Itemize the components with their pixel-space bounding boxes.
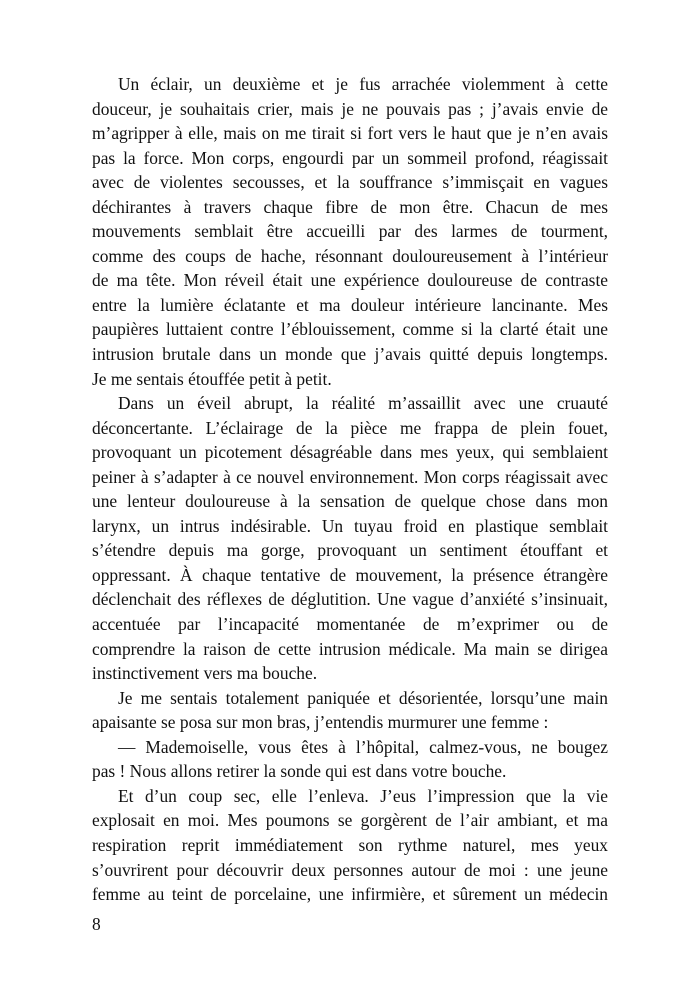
text-line: apaisante se posa sur mon bras, j’entendis murmurer une femme :: [92, 712, 549, 733]
text-line: s’étendre depuis ma gorge, provoquant un sentiment étouffant et: [92, 540, 608, 561]
text-line: respiration reprit immédiatement son rythme naturel, mes yeux: [92, 834, 608, 855]
text-line: provoquant un picotement désagréable dans mes yeux, qui semblaient: [92, 442, 608, 463]
text-line: Je me sentais totalement paniquée et désorientée, lorsqu’une main: [118, 687, 608, 708]
text-line: Un éclair, un deuxième et je fus arrachée violemment à cette: [118, 74, 608, 94]
paragraph: [92, 735, 608, 784]
text-line: entre la lumière éclatante et ma douleur intérieure lancinante. Mes: [92, 294, 608, 315]
text-line: instinctivement vers ma bouche.: [92, 663, 318, 684]
text-line: Et d’un coup sec, elle l’enleva. J’eus l’impression que la vie: [118, 785, 608, 806]
text-line: déclenchait des réflexes de déglutition. Une vague d’anxiété s’insinuait,: [92, 589, 608, 610]
text-line: paupières luttaient contre l’éblouissement, comme si la clarté était une: [92, 319, 608, 340]
text-line: peiner à s’adapter à ce nouvel environnement. Mon corps réagissait avec: [92, 466, 608, 487]
paragraph: [92, 391, 608, 686]
text-line: s’ouvrirent pour découvrir deux personnes autour de moi : une jeune: [92, 859, 608, 880]
text-line: — Mademoiselle, vous êtes à l’hôpital, calmez-vous, ne bougez: [118, 736, 608, 757]
paragraph: [92, 72, 608, 391]
text-line: oppressant. À chaque tentative de mouvement, la présence étrangère: [92, 564, 608, 585]
text-line: comme des coups de hache, résonnant douloureusement à l’intérieur: [92, 245, 608, 266]
text-line: avec de violentes secousses, et la souffrance s’immisçait en vagues: [92, 172, 608, 193]
text-line: mouvements semblait être accueilli par des larmes de tourment,: [92, 221, 608, 242]
paragraph: [92, 784, 608, 907]
text-line: accentuée par l’incapacité momentanée de m’exprimer ou de: [92, 614, 608, 635]
text-line: explosait en moi. Mes poumons se gorgèrent de l’air ambiant, et ma: [92, 810, 608, 831]
text-line: Je me sentais étouffée petit à petit.: [92, 368, 332, 389]
text-line: m’agripper à elle, mais on me tirait si fort vers le haut que je n’en avais: [92, 123, 608, 144]
text-line: pas ! Nous allons retirer la sonde qui est dans votre bouche.: [92, 761, 507, 782]
text-line: déchirantes à travers chaque fibre de mon être. Chacun de mes: [92, 196, 608, 217]
text-line: déconcertante. L’éclairage de la pièce me frappa de plein fouet,: [92, 417, 608, 438]
text-line: Dans un éveil abrupt, la réalité m’assaillit avec une cruauté: [118, 393, 608, 414]
text-line: de ma tête. Mon réveil était une expérience douloureuse de contraste: [92, 270, 608, 291]
body-text: [92, 72, 608, 907]
text-line: femme au teint de porcelaine, une infirmière, et sûrement un médecin: [92, 884, 608, 905]
text-line: douceur, je souhaitais crier, mais je ne pouvais pas ; j’avais envie de: [92, 98, 608, 119]
text-line: pas la force. Mon corps, engourdi par un sommeil profond, réagissait: [92, 147, 608, 168]
paragraph: [92, 686, 608, 735]
text-line: une lenteur douloureuse à la sensation de quelque chose dans mon: [92, 491, 608, 512]
text-line: comprendre la raison de cette intrusion médicale. Ma main se dirigea: [92, 638, 608, 659]
page-number: 8: [92, 914, 101, 934]
text-line: larynx, un intrus indésirable. Un tuyau froid en plastique semblait: [92, 515, 608, 536]
text-line: intrusion brutale dans un monde que j’avais quitté depuis longtemps.: [92, 344, 608, 365]
